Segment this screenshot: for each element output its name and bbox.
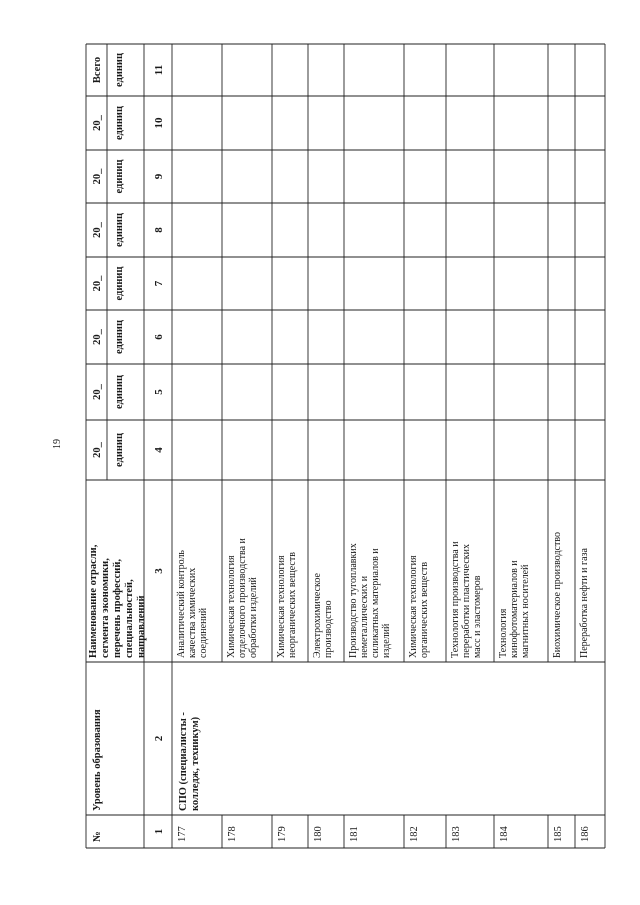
column-number: 6 [153, 334, 165, 340]
row-name-line: масс и эластомеров [472, 575, 483, 658]
header-name-line: Наименование отрасли, [88, 544, 99, 658]
row-name-line: Электрохимическое [312, 573, 323, 658]
row-name-line: изделий [381, 623, 392, 658]
column-number: 10 [153, 117, 165, 129]
header-level: Уровень образования [92, 709, 103, 811]
header-unit: единиц [114, 432, 125, 468]
row-number: 183 [451, 826, 462, 842]
level-text: СПО (специалисты - [178, 712, 189, 811]
row-name-line: Химическая технология [276, 555, 287, 658]
header-total: Всего [92, 56, 103, 84]
header-no: № [92, 831, 103, 842]
row-name-line: отделочного производства и [237, 538, 248, 658]
header-unit: единиц [114, 374, 125, 410]
header-year: 20_ [92, 115, 103, 131]
table-text [88, 53, 591, 842]
row-name-line: производство [323, 600, 334, 658]
row-number: 178 [227, 826, 238, 842]
table-grid [86, 44, 605, 848]
column-number: 9 [153, 173, 165, 180]
row-name-line: магнитных носителей [520, 564, 531, 658]
row-name-line: Производство тугоплавких [348, 543, 359, 658]
header-unit: единиц [114, 212, 125, 248]
header-unit: единиц [114, 52, 125, 88]
row-name-line: Технология производства и [450, 541, 461, 658]
row-number: 185 [553, 826, 564, 842]
header-year: 20_ [92, 329, 103, 345]
row-name-line: Химическая технология [408, 555, 419, 658]
header-name-line: специальностей, [124, 579, 135, 658]
row-name-line: Переработка нефти и газа [579, 548, 590, 658]
column-number: 11 [153, 64, 165, 76]
row-number: 186 [580, 826, 591, 842]
row-name-line: неметаллических и [359, 575, 370, 658]
column-number: 5 [153, 389, 165, 395]
header-year: 20_ [92, 442, 103, 458]
row-number: 177 [177, 826, 188, 842]
header-unit: единиц [114, 319, 125, 355]
header-name-line: направлений [136, 595, 147, 658]
row-name-line: Аналитический контроль [176, 550, 187, 658]
row-name-line: переработки пластических [461, 543, 472, 658]
row-name-line: качества химических [187, 567, 198, 658]
column-number: 1 [153, 828, 165, 835]
header-unit: единиц [114, 159, 125, 194]
header-year: 20_ [92, 275, 103, 292]
row-name-line: Технология [498, 608, 509, 658]
header-year: 20_ [92, 168, 103, 185]
row-name-line: Биохимическое производство [552, 531, 563, 658]
row-number: 179 [277, 826, 288, 842]
row-name-line: обработки изделий [248, 577, 259, 658]
row-number: 181 [349, 826, 360, 842]
column-number: 8 [153, 227, 165, 233]
row-number: 180 [313, 826, 324, 842]
header-year: 20_ [92, 222, 103, 238]
column-number: 2 [153, 735, 165, 742]
level-text: колледж, техникум) [190, 716, 201, 811]
page-number: 19 [52, 439, 63, 449]
row-name-line: органических веществ [419, 561, 430, 658]
header-year: 20_ [92, 384, 103, 400]
row-number: 184 [499, 826, 510, 842]
header-name-line: перечень профессий, [112, 559, 123, 658]
row-name-line: соединений [198, 607, 209, 658]
row-name-line: силикатных материалов и [370, 548, 381, 658]
row-number: 182 [409, 826, 420, 842]
row-name-line: неорганических веществ [287, 552, 298, 658]
row-name-line: Химическая технология [226, 555, 237, 658]
header-unit: единиц [114, 105, 125, 141]
row-name-line: кинофотоматериалов и [509, 560, 520, 658]
header-name-line: сегмента экономики, [100, 558, 111, 658]
column-number: 3 [153, 568, 165, 574]
column-number: 7 [153, 280, 165, 287]
header-unit: единиц [114, 266, 125, 301]
column-number: 4 [153, 447, 165, 453]
